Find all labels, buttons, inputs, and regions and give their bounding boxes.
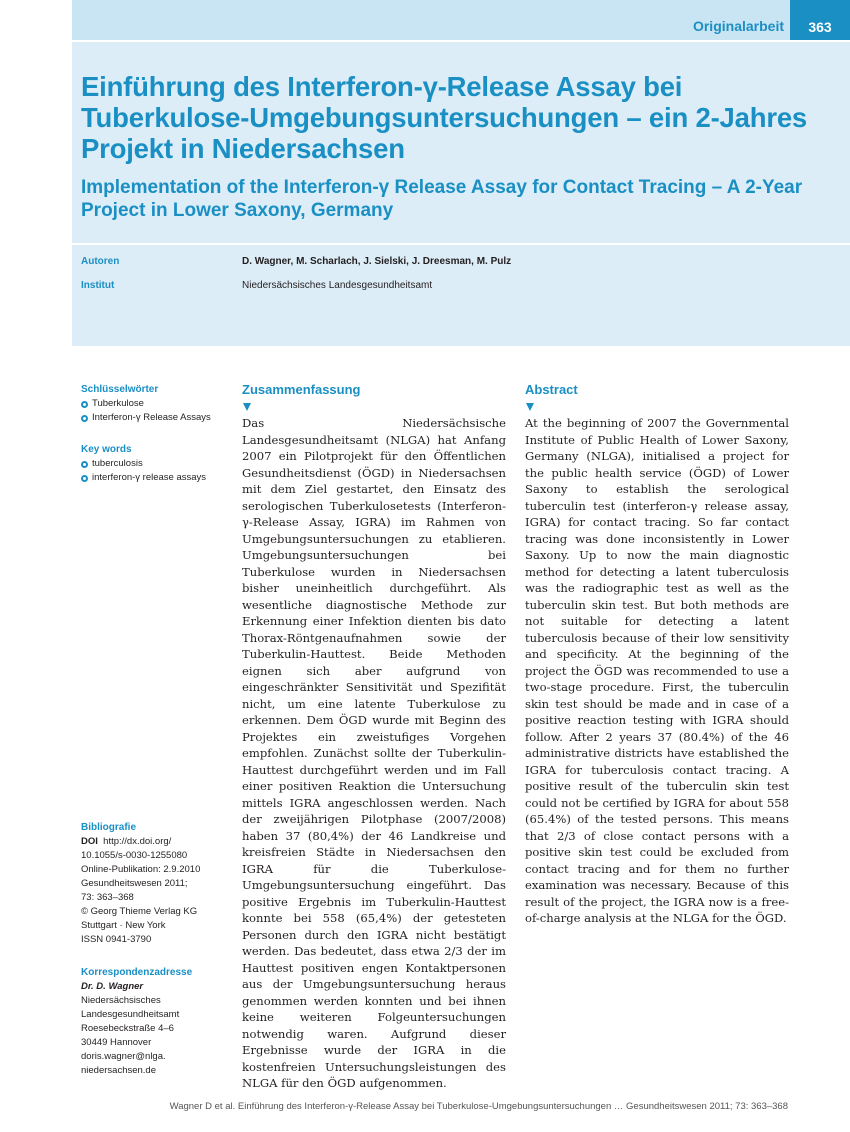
doi-link[interactable]: http://dx.doi.org/ xyxy=(103,836,172,847)
institute-label: Institut xyxy=(81,280,115,291)
location: Stuttgart · New York xyxy=(81,920,166,931)
copyright: © Georg Thieme Verlag KG xyxy=(81,906,198,917)
keywords-en-title: Key words xyxy=(81,444,132,455)
triangle-down-icon xyxy=(526,403,534,411)
abstract-heading: Abstract xyxy=(525,382,578,397)
page-number: 363 xyxy=(790,0,850,40)
keyword-item: Interferon-γ Release Assays xyxy=(81,411,231,425)
bullet-icon xyxy=(81,475,88,482)
footer-citation: Wagner D et al. Einführung des Interferon-γ-Release Assay bei Tuberkulose-Umgebungsuntersuchungen … Gesundheitswesen 2011; 73: 363–368 xyxy=(169,1101,788,1112)
keyword-item: interferon-γ release assays xyxy=(81,471,231,485)
abstract-text: At the beginning of 2007 the Governmental Institute of Public Health of Lower Saxony, Germany (NLGA), initialised a project for the public health service (ÖGD) of Lower Saxony to establish the serological tuberculin test (interferon-γ release assay, IGRA) for contact tracing. So far contact tracing was done inconsistently in Lower Saxony. Up to now the main diagnostic method for detecting a latent tuberculosis was the radiographic test as well as the tuberculin skin test. But both methods are not suitable for detecting a latent tuberculosis because of their low sensitivity and specificity. At the beginning of the project the ÖGD was recommended to use a two-stage procedure. First, the tuberculin skin test should be made and in case of a positive reaction testing with IGRA should follow. After 2 years 37 (80.4%) of the 46 administrative districts have established the IGRA for tuberculosis contact tracing. A positive result of the tuberculin skin test could not be certified by IGRA for about 558 (65.4%) of the tested persons. This means that 2/3 of close contact persons with a positive skin test could be excluded from contact tracing and for them no further examination was necessary. Because of this result of the project, the IGRA now is a free-of-charge analysis at the NLGA for the ÖGD. xyxy=(525,416,789,925)
correspondence-line: Landesgesundheitsamt xyxy=(81,1009,180,1020)
doi-line: DOI http://dx.doi.org/ xyxy=(81,836,172,847)
email-line[interactable]: doris.wagner@nlga. xyxy=(81,1051,166,1062)
authors: D. Wagner, M. Scharlach, J. Sielski, J. Dreesman, M. Pulz xyxy=(242,256,512,267)
bibliography-title: Bibliografie xyxy=(81,822,137,833)
online-date: Online-Publikation: 2.9.2010 xyxy=(81,864,201,875)
section-label: Originalarbeit xyxy=(692,18,784,34)
summary-text: Das Niedersächsische Landesgesundheitsamt (NLGA) hat Anfang 2007 ein Pilotprojekt für den Öffentlichen Gesundheitsdienst (ÖGD) in Niedersachsen mit dem Ziel gestartet, den Einsatz des serologischen Tuberkulosetests (Interferon-γ-Release Assay, IGRA) im Rahmen von Umgebungsuntersuchungen zu etablieren. Umgebungsuntersuchungen bei Tuberkulose wurden in Niedersachsen bisher uneinheitlich durchgeführt. Als wesentliche diagnostische Methode zur Erkennung einer Infektion dienten bis dato Thorax-Röntgenaufnahmen sowie der Tuberkulin-Hauttest. Beide Methoden eignen sich aber aufgrund von eingeschränkter Sensitivität und Spezifität nicht, um eine latente Tuberkulose zu erkennen. Dem ÖGD wurde mit Beginn des Projektes ein zweistufiges Vorgehen empfohlen. Zunächst sollte der Tuberkulin-Hauttest durchgeführt werden und im Fall einer positiven Reaktion die Untersuchung mittels IGRA angeschlossen werden. Nach der zweijährigen Pilotphase (2007/2008) haben 37 (80,4%) der 46 Landkreise und kreisfreien Städte in Niedersachsen den IGRA für die Tuberkulose-Umgebungsuntersuchung eingeführt. Das positive Ergebnis im Tuberkulin-Hauttest konnte bei 558 (65,4%) der getesteten Personen durch den IGRA nicht bestätigt werden. Das bedeutet, dass etwa 2/3 der im Hauttest positiven engen Kontaktpersonen aus der Umgebungsuntersuchung heraus genommen werden konnten und bei ihnen keine weiteren Folgeuntersuchungen notwendig waren. Aufgrund dieser Ergebnisse wurde der IGRA in die kostenfreien Untersuchungsleistungen des NLGA für den ÖGD aufgenommen. xyxy=(242,416,506,1090)
authors-label: Autoren xyxy=(81,256,120,267)
keywords-german xyxy=(81,383,231,425)
title-german: Einführung des Interferon-γ-Release Assay bei Tuberkulose-Umgebungsuntersuchungen – ein 2-Jahres Projekt in Niedersachsen xyxy=(81,71,808,164)
summary-heading: Zusammenfassung xyxy=(242,382,361,397)
bullet-icon xyxy=(81,461,88,468)
bullet-icon xyxy=(81,415,88,422)
journal: Gesundheitswesen 2011; xyxy=(81,878,188,889)
keywords-de-title: Schlüsselwörter xyxy=(81,384,159,395)
email-line[interactable]: niedersachsen.de xyxy=(81,1065,156,1076)
title-english: Implementation of the Interferon-γ Release Assay for Contact Tracing – A 2-Year Project in Lower Saxony, Germany xyxy=(81,177,803,221)
correspondence-line: 30449 Hannover xyxy=(81,1037,152,1048)
correspondence-line: Niedersächsisches xyxy=(81,995,161,1006)
institute: Niedersächsisches Landesgesundheitsamt xyxy=(242,280,433,291)
issn: ISSN 0941-3790 xyxy=(81,934,152,945)
volume: 73: 363–368 xyxy=(81,892,134,903)
bullet-icon xyxy=(81,401,88,408)
bibliography xyxy=(81,821,231,947)
doi-number[interactable]: 10.1055/s-0030-1255080 xyxy=(81,850,188,861)
keyword-item: Tuberkulose xyxy=(81,397,231,411)
correspondence xyxy=(81,966,231,1078)
keywords-english xyxy=(81,443,231,485)
keyword-item: tuberculosis xyxy=(81,457,231,471)
correspondence-title: Korrespondenzadresse xyxy=(81,967,193,978)
triangle-down-icon xyxy=(243,403,251,411)
correspondence-name: Dr. D. Wagner xyxy=(81,981,144,992)
correspondence-line: Roesebeckstraße 4–6 xyxy=(81,1023,174,1034)
